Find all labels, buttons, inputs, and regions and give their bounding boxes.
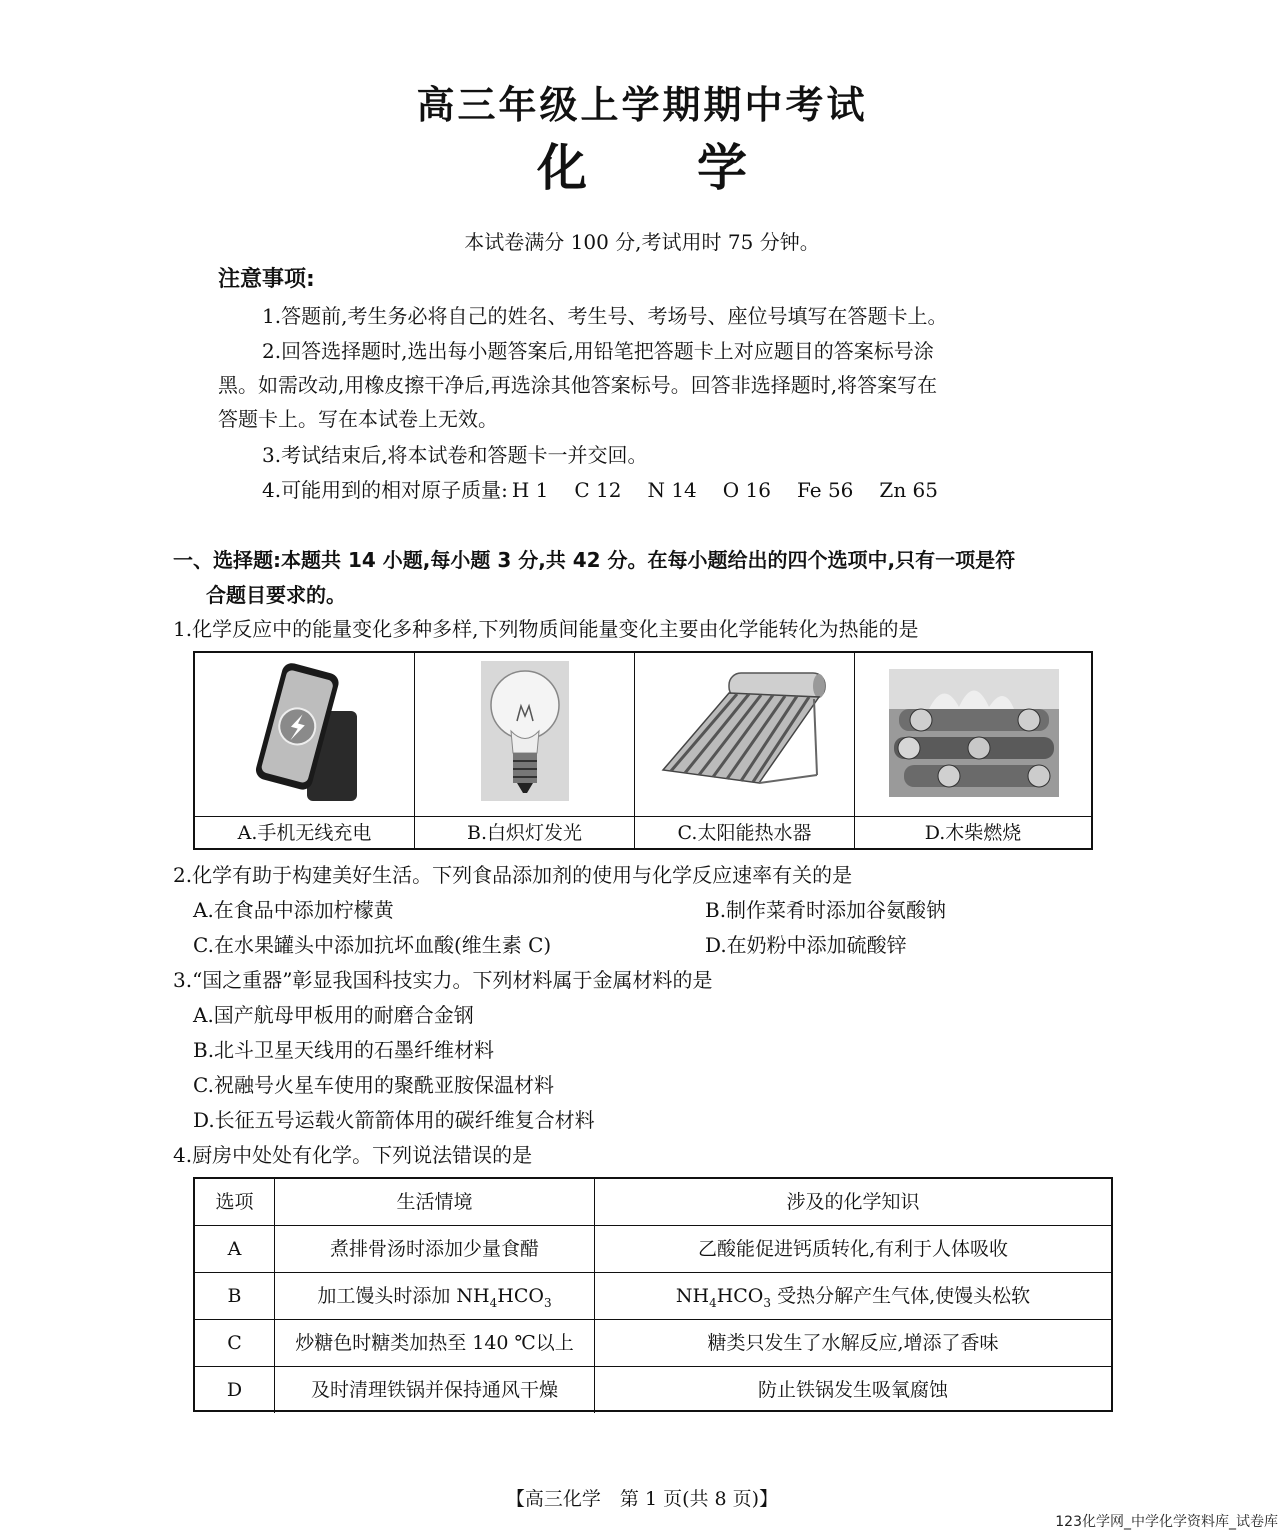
- table-header-knowledge: 涉及的化学知识: [786, 1191, 920, 1213]
- row-b-option: B: [195, 1273, 275, 1319]
- row-c-scene: 炒糖色时糖类加热至 140 ℃以上: [275, 1320, 595, 1366]
- q1-option-c: C.太阳能热水器: [635, 816, 854, 850]
- exam-title: 高三年级上学期期中考试: [416, 83, 868, 127]
- row-a-option: A: [195, 1226, 275, 1272]
- note-item-3: 3.考试结束后,将本试卷和答题卡一并交回。: [262, 443, 648, 467]
- row-d-option: D: [195, 1367, 275, 1413]
- atomic-mass-zn: Zn 65: [879, 478, 939, 502]
- q1-stem: 1.化学反应中的能量变化多种多样,下列物质间能量变化主要由化学能转化为热能的是: [173, 617, 919, 641]
- row-a-knowledge: 乙酸能促进钙质转化,有利于人体吸收: [697, 1238, 1009, 1260]
- q4-stem: 4.厨房中处处有化学。下列说法错误的是: [173, 1143, 533, 1167]
- atomic-mass-label: 4.可能用到的相对原子质量:: [262, 478, 508, 502]
- q1-image-table: [193, 651, 1093, 850]
- q1-option-b-cell: [415, 653, 635, 849]
- row-a-scene: 煮排骨汤时添加少量食醋: [275, 1226, 595, 1272]
- wireless-charging-phone-icon: [245, 661, 365, 806]
- q3-option-b: B.北斗卫星天线用的石墨纤维材料: [193, 1038, 495, 1062]
- table-header-option: 选项: [195, 1179, 275, 1225]
- atomic-mass-o: O 16: [722, 478, 771, 502]
- q1-option-d-cell: [855, 653, 1091, 849]
- q2-option-d: D.在奶粉中添加硫酸锌: [705, 933, 907, 957]
- watermark-text: 123化学网_中学化学资料库_试卷库: [1055, 1514, 1278, 1530]
- q1-option-a-cell: [195, 653, 415, 849]
- q3-option-d: D.长征五号运载火箭箭体用的碳纤维复合材料: [193, 1108, 595, 1132]
- row-d-scene: 及时清理铁锅并保持通风干燥: [275, 1367, 595, 1413]
- note-item-2-line-1: 2.回答选择题时,选出每小题答案后,用铅笔把答题卡上对应题目的答案标号涂: [262, 339, 934, 363]
- row-c-option: C: [195, 1320, 275, 1366]
- q4-table: [193, 1177, 1113, 1412]
- q3-option-a: A.国产航母甲板用的耐磨合金钢: [193, 1003, 474, 1027]
- solar-water-heater-icon: [659, 665, 831, 800]
- atomic-mass-fe: Fe 56: [796, 478, 854, 502]
- table-row: [195, 1225, 1111, 1272]
- row-d-knowledge: 防止铁锅发生吸氧腐蚀: [757, 1379, 948, 1401]
- q3-stem: 3.“国之重器”彰显我国科技实力。下列材料属于金属材料的是: [173, 968, 713, 992]
- section-heading-line-1: 一、选择题:本题共 14 小题,每小题 3 分,共 42 分。在每小题给出的四个选项中,只有一项是符: [173, 548, 1016, 572]
- row-c-knowledge: 糖类只发生了水解反应,增添了香味: [707, 1332, 999, 1354]
- q2-option-c: C.在水果罐头中添加抗坏血酸(维生素 C): [193, 933, 552, 957]
- burning-firewood-icon: [889, 669, 1059, 797]
- subject-title: 化学: [537, 139, 857, 197]
- atomic-mass-h: H 1: [511, 478, 549, 502]
- row-b-knowledge: $NH_4HCO_3$ 受热分解产生气体,使馒头松软: [675, 1285, 1031, 1310]
- q1-option-a: A.手机无线充电: [195, 816, 414, 850]
- q1-option-c-cell: [635, 653, 855, 849]
- page-footer: 【高三化学 第 1 页(共 8 页)】: [505, 1488, 779, 1510]
- exam-intro: 本试卷满分 100 分,考试用时 75 分钟。: [464, 230, 820, 254]
- atomic-mass-n: N 14: [647, 478, 697, 502]
- row-b-scene: 加工馒头时添加 $NH_4HCO_3$: [275, 1273, 595, 1319]
- note-item-1: 1.答题前,考生务必将自己的姓名、考生号、考场号、座位号填写在答题卡上。: [262, 304, 948, 328]
- q1-option-d: D.木柴燃烧: [855, 816, 1091, 850]
- q1-option-b: B.白炽灯发光: [415, 816, 634, 850]
- table-row: [195, 1366, 1111, 1413]
- note-item-2-line-3: 答题卡上。写在本试卷上无效。: [218, 407, 498, 431]
- q2-stem: 2.化学有助于构建美好生活。下列食品添加剂的使用与化学反应速率有关的是: [173, 863, 853, 887]
- table-row: [195, 1272, 1111, 1319]
- note-item-2-line-2: 黑。如需改动,用橡皮擦干净后,再选涂其他答案标号。回答非选择题时,将答案写在: [218, 373, 938, 397]
- section-heading-line-2: 合题目要求的。: [206, 583, 346, 607]
- q2-option-b: B.制作菜肴时添加谷氨酸钠: [705, 898, 947, 922]
- table-row: [195, 1319, 1111, 1366]
- light-bulb-icon: [481, 661, 569, 801]
- q3-option-c: C.祝融号火星车使用的聚酰亚胺保温材料: [193, 1073, 554, 1097]
- table-header-row: [195, 1179, 1111, 1226]
- q2-option-a: A.在食品中添加柠檬黄: [193, 898, 394, 922]
- notes-heading: 注意事项:: [218, 267, 315, 292]
- note-item-4: [262, 476, 964, 504]
- table-header-scene: 生活情境: [275, 1179, 595, 1225]
- atomic-mass-c: C 12: [574, 478, 622, 502]
